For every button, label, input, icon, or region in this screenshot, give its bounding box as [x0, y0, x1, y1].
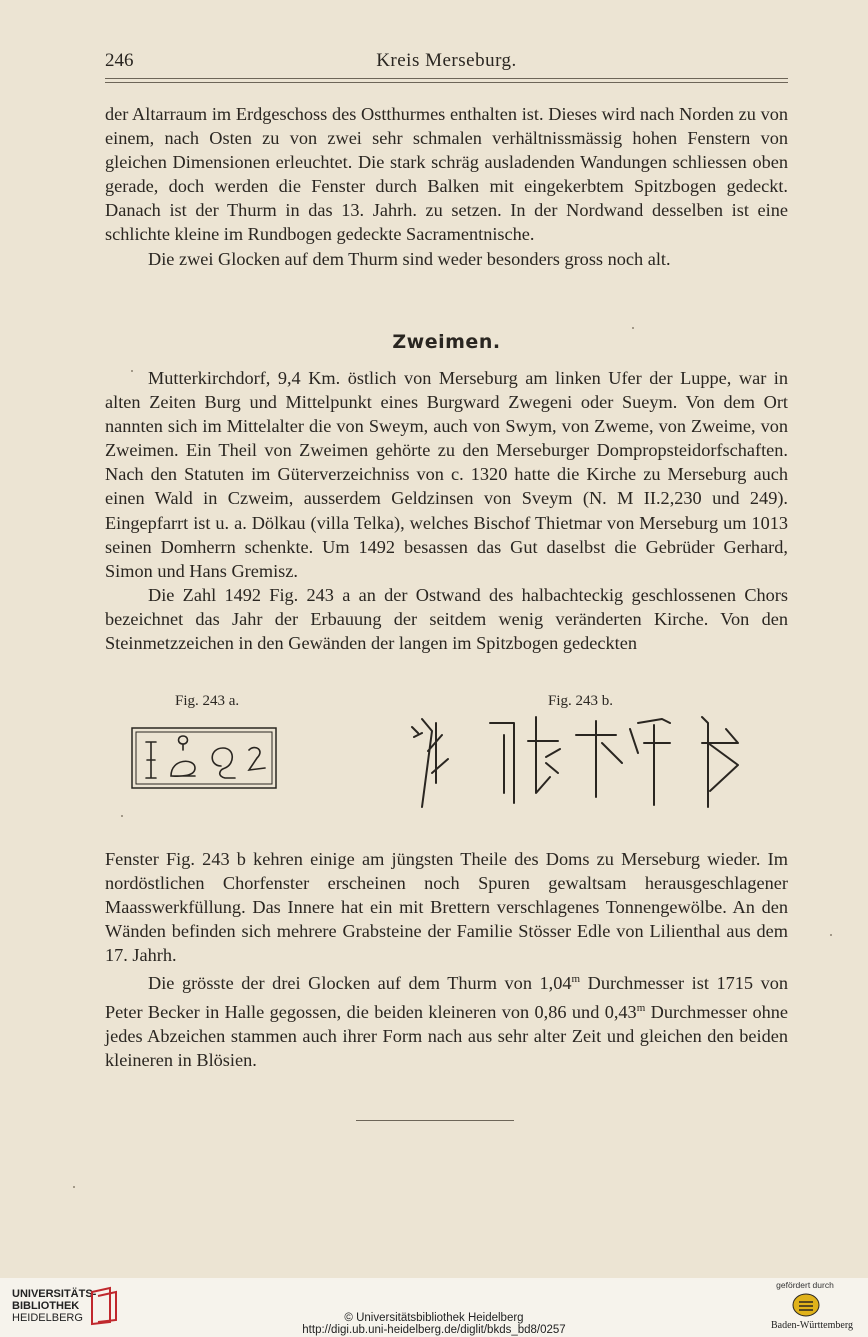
end-rule	[356, 1120, 514, 1121]
baden-wuerttemberg-crest-icon	[791, 1292, 821, 1318]
figure-243b-caption: Fig. 243 b.	[548, 693, 614, 709]
page-number: 246	[105, 50, 134, 71]
library-name-line: HEIDELBERG	[12, 1312, 83, 1324]
paragraph-bells	[105, 967, 788, 1072]
paper-speck	[73, 1186, 75, 1188]
paper-speck	[121, 815, 123, 817]
text-section-altarraum	[105, 102, 788, 271]
figure-243b-stonemason-marks	[408, 713, 768, 813]
text-run: Die grösste der drei Glocken auf dem Thurm von 1,04	[148, 973, 572, 994]
footer-bar	[0, 1278, 868, 1337]
funded-by-label: gefördert durch	[776, 1280, 834, 1290]
library-name-line: BIBLIOTHEK	[12, 1300, 80, 1312]
paper-speck	[830, 934, 832, 936]
paper-speck	[131, 370, 133, 372]
text-run: Durchmesser ist 1715 von Peter Becker in Halle gegossen, die beiden kleineren von 0,86 und 0,43	[105, 973, 788, 1022]
copyright-text: © Universitätsbibliothek Heidelberg	[344, 1312, 524, 1324]
figure-243a-caption: Fig. 243 a.	[175, 693, 240, 709]
paragraph: Fenster Fig. 243 b kehren einige am jüngsten Theile des Doms zu Merseburg wieder. Im nordöstlichen Chorfenster erscheinen noch Spuren gewaltsam herausgeschlagener Maasswerkfüllung. Das Innere hat ein mit Brettern verschlagenes Tonnengewölbe. An den Wänden befinden sich mehrere Grabsteine der Familie Stösser Edle von Lilienthal aus dem 17. Jahrh.	[105, 849, 788, 966]
text-section-zweimen	[105, 366, 788, 655]
paragraph: Mutterkirchdorf, 9,4 Km. östlich von Merseburg am linken Ufer der Luppe, war in alten Zeiten Burg und Mittelpunkt eines Burgward Zwegeni oder Sueym. Von dem Ort nannten sich im Mittelalter die von Sweym, auch von Swym, von Zweme, von Zweime, von Zweimen. Ein Theil von Zweimen gehörte zu den Merseburger Dompropsteidorfschaften. Nach den Statuten im Güterverzeichniss von c. 1320 hatte die Kirche zu Merseburg auch einen Wald in Czweim, ausserdem Geldzinsen von Sveym (N. M II.2,230 und 249). Eingepfarrt ist u. a. Dölkau (villa Telka), welches Bischof Thietmar von Merseburg um 1013 seinen Domherrn schenkte. Um 1492 besassen das Gut daselbst die Gebrüder Gerhard, Simon und Hans Gremisz.	[105, 368, 788, 581]
text-run: Durchmesser ohne jedes Abzeichen stammen auch ihrer Form nach aus sehr alter Zeit und gleichen den beiden kleineren in Blösien.	[105, 1001, 788, 1070]
unit-superscript: m	[636, 1001, 646, 1014]
paragraph: Die Zahl 1492 Fig. 243 a an der Ostwand des halbachteckig geschlossenen Chors bezeichnet das Jahr der Erbauung der seitdem wenig veränderten Kirche. Von den Steinmetzzeichen in den Gewänden der langen im Spitzbogen gedeckten	[105, 584, 788, 654]
header-rule	[105, 78, 788, 83]
paper-speck	[632, 327, 634, 329]
paragraph: der Altarraum im Erdgeschoss des Ostthurmes enthalten ist. Dieses wird nach Norden zu von einem, nach Osten zu von zwei sehr schmalen verhältnissmässig hohen Fenstern von gleichen Dimensionen erleuchtet. Die stark schräg ausladenden Wandungen schliessen oben gerade, doch werden die Fenster durch Balken mit eingekerbtem Spitzbogen gedeckt. Danach ist der Thurm in das 13. Jahrh. zu setzen. In der Nordwand desselben ist eine schlichte kleine im Rundbogen gedeckte Sacramentnische.	[105, 104, 788, 245]
library-name-line: UNIVERSITÄTS-	[12, 1288, 97, 1300]
page-header	[105, 50, 788, 78]
section-heading: Zweimen.	[392, 331, 501, 353]
permalink[interactable]: http://digi.ub.uni-heidelberg.de/diglit/bkds_bd8/0257	[302, 1324, 566, 1336]
text-section-fenster	[105, 847, 788, 1072]
figure-243a-year-inscription	[131, 724, 277, 790]
paragraph: Die zwei Glocken auf dem Thurm sind weder besonders gross noch alt.	[148, 248, 671, 269]
running-title: Kreis Merseburg.	[376, 50, 517, 71]
unit-superscript: m	[571, 973, 581, 986]
funder-name: Baden-Württemberg	[770, 1320, 853, 1331]
copyright-notice	[0, 1312, 868, 1336]
